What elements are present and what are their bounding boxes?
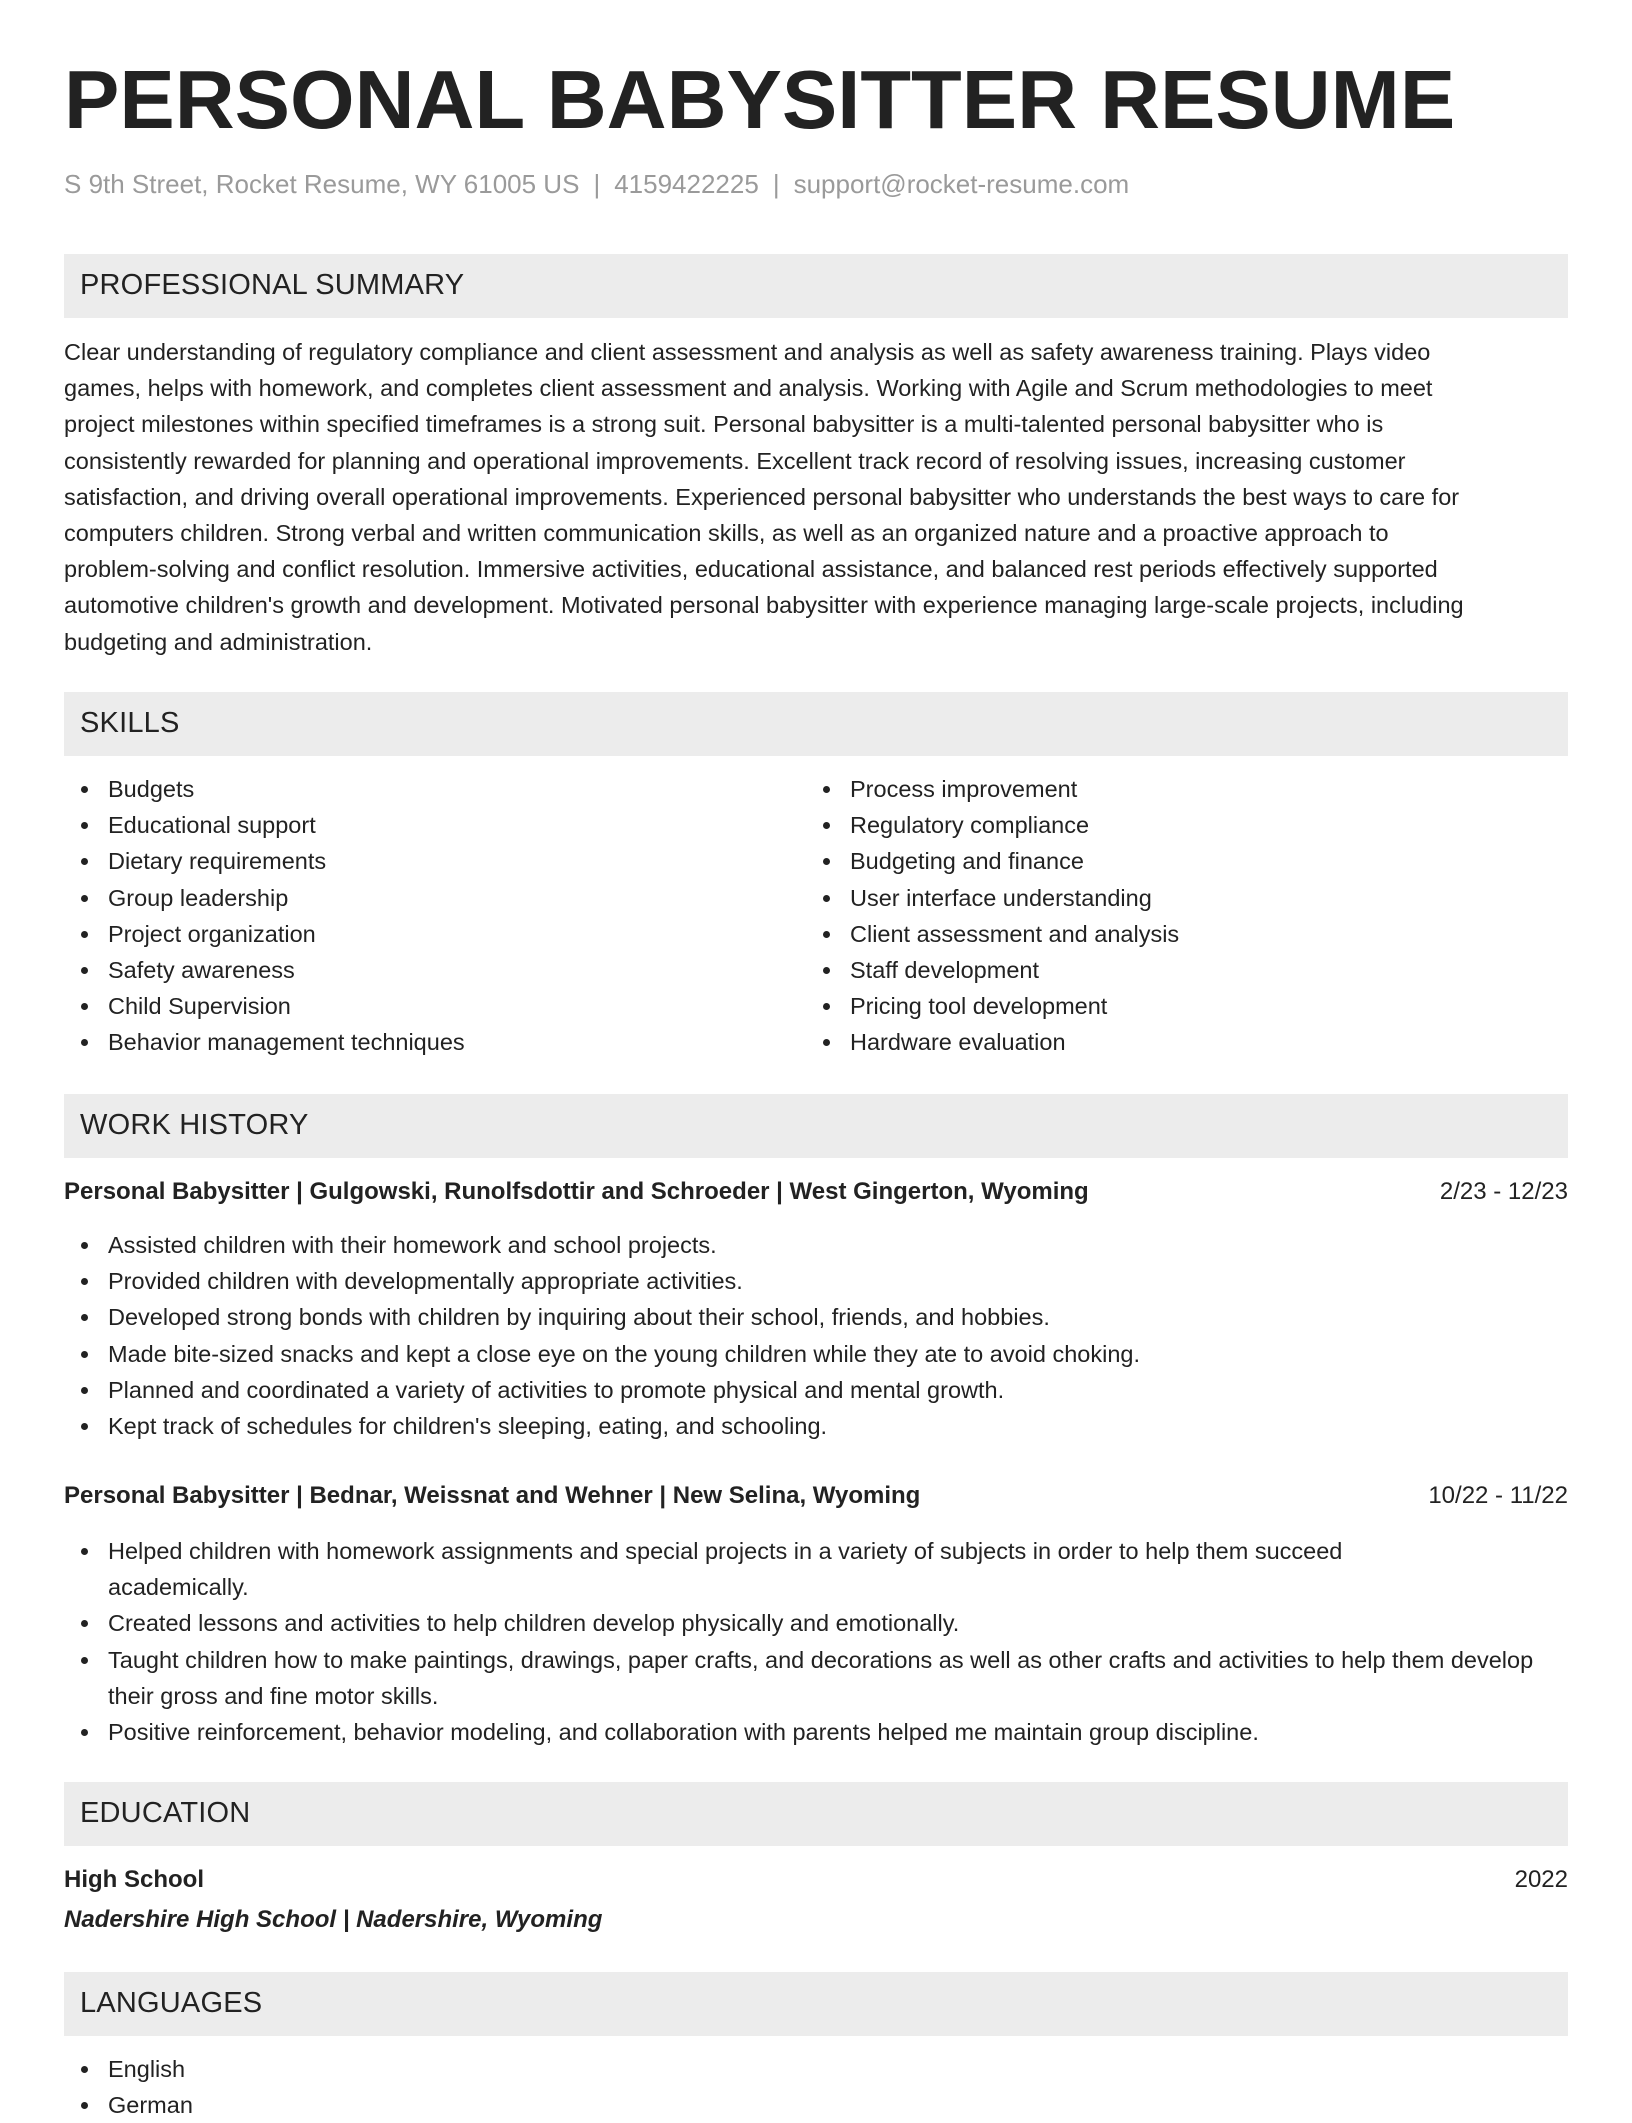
languages-heading: LANGUAGES	[80, 1987, 263, 2019]
skill-item: Educational support	[64, 807, 804, 843]
job-title: Personal Babysitter | Bednar, Weissnat and Wehner | New Selina, Wyoming	[64, 1482, 921, 1509]
job-dates: 2/23 - 12/23	[1439, 1178, 1568, 1205]
job-bullet: Kept track of schedules for children's sleeping, eating, and schooling.	[64, 1408, 1568, 1444]
summary-section-header	[64, 254, 1568, 318]
skills-heading: SKILLS	[80, 707, 180, 739]
resume-title: PERSONAL BABYSITTER RESUME	[64, 53, 1456, 146]
work-section-header	[64, 1094, 1568, 1158]
job-bullets	[64, 1227, 1568, 1444]
skills-list-left	[64, 771, 804, 1061]
summary-line: budgeting and administration.	[64, 628, 373, 655]
job-bullet: Created lessons and activities to help children develop physically and emotionally.	[64, 1605, 1568, 1641]
job-bullet: Assisted children with their homework and school projects.	[64, 1227, 1568, 1263]
summary-line: problem-solving and conflict resolution. Immersive activities, educational assistance, and balanced rest periods effectively supported	[64, 556, 1438, 583]
summary-line: games, helps with homework, and completes client assessment and analysis. Working with Agile and Scrum methodologies to meet	[64, 375, 1433, 402]
education-section-header	[64, 1782, 1568, 1846]
skill-item: Staff development	[806, 952, 1546, 988]
email-link[interactable]: support@rocket-resume.com	[793, 169, 1130, 199]
contact-separator: |	[772, 169, 780, 199]
skill-item: Group leadership	[64, 880, 804, 916]
skill-item: Behavior management techniques	[64, 1024, 804, 1060]
skill-item: User interface understanding	[806, 880, 1546, 916]
job-bullet: Positive reinforcement, behavior modeling, and collaboration with parents helped me maintain group discipline.	[64, 1714, 1568, 1750]
summary-line: project milestones within specified timeframes is a strong suit. Personal babysitter is a multi-talented personal babysitter who is	[64, 411, 1384, 438]
skills-list-right	[806, 771, 1546, 1061]
address-text: S 9th Street, Rocket Resume, WY 61005 US	[64, 169, 580, 199]
language-item: German	[64, 2087, 1568, 2123]
skill-item: Budgets	[64, 771, 804, 807]
summary-line: automotive children's growth and development. Motivated personal babysitter with experience managing large-scale projects, including	[64, 592, 1464, 619]
work-heading: WORK HISTORY	[80, 1109, 309, 1141]
contact-line	[64, 169, 1129, 200]
skill-item: Budgeting and finance	[806, 843, 1546, 879]
skill-item: Regulatory compliance	[806, 807, 1546, 843]
summary-line: consistently rewarded for planning and operational improvements. Excellent track record of resolving issues, increasing customer	[64, 447, 1406, 474]
summary-heading: PROFESSIONAL SUMMARY	[80, 269, 465, 301]
skill-item: Hardware evaluation	[806, 1024, 1546, 1060]
contact-separator: |	[593, 169, 601, 199]
skill-item: Project organization	[64, 916, 804, 952]
education-degree: High School	[64, 1866, 204, 1893]
summary-paragraph	[64, 334, 1568, 660]
summary-line: computers children. Strong verbal and written communication skills, as well as an organized nature and a proactive approach to	[64, 520, 1389, 547]
education-heading: EDUCATION	[80, 1797, 251, 1829]
phone-text: 4159422225	[614, 169, 759, 199]
summary-line: satisfaction, and driving overall operational improvements. Experienced personal babysitter who understands the best ways to care for	[64, 483, 1460, 510]
skill-item: Safety awareness	[64, 952, 804, 988]
skill-item: Dietary requirements	[64, 843, 804, 879]
skill-item: Client assessment and analysis	[806, 916, 1546, 952]
languages-list	[64, 2051, 1568, 2123]
job-bullets	[64, 1533, 1568, 1750]
job-bullet: Provided children with developmentally appropriate activities.	[64, 1263, 1568, 1299]
job-bullet: Helped children with homework assignments and special projects in a variety of subjects in order to help them succeed academically.	[64, 1533, 1568, 1605]
job-bullet: Developed strong bonds with children by inquiring about their school, friends, and hobbies.	[64, 1299, 1568, 1335]
skill-item: Process improvement	[806, 771, 1546, 807]
education-school: Nadershire High School | Nadershire, Wyoming	[64, 1906, 603, 1933]
language-item: English	[64, 2051, 1568, 2087]
languages-section-header	[64, 1972, 1568, 2036]
summary-line: Clear understanding of regulatory compliance and client assessment and analysis as well as safety awareness training. Plays video	[64, 339, 1431, 365]
job-bullet: Planned and coordinated a variety of activities to promote physical and mental growth.	[64, 1372, 1568, 1408]
job-bullet: Taught children how to make paintings, drawings, paper crafts, and decorations as well as other crafts and activities to help them develop their gross and fine motor skills.	[64, 1642, 1568, 1714]
job-dates: 10/22 - 11/22	[1428, 1482, 1568, 1509]
education-year: 2022	[1514, 1866, 1568, 1893]
skills-section-header	[64, 692, 1568, 756]
job-title: Personal Babysitter | Gulgowski, Runolfsdottir and Schroeder | West Gingerton, Wyoming	[64, 1178, 1089, 1205]
skill-item: Pricing tool development	[806, 988, 1546, 1024]
job-bullet: Made bite-sized snacks and kept a close eye on the young children while they ate to avoid choking.	[64, 1336, 1568, 1372]
skill-item: Child Supervision	[64, 988, 804, 1024]
